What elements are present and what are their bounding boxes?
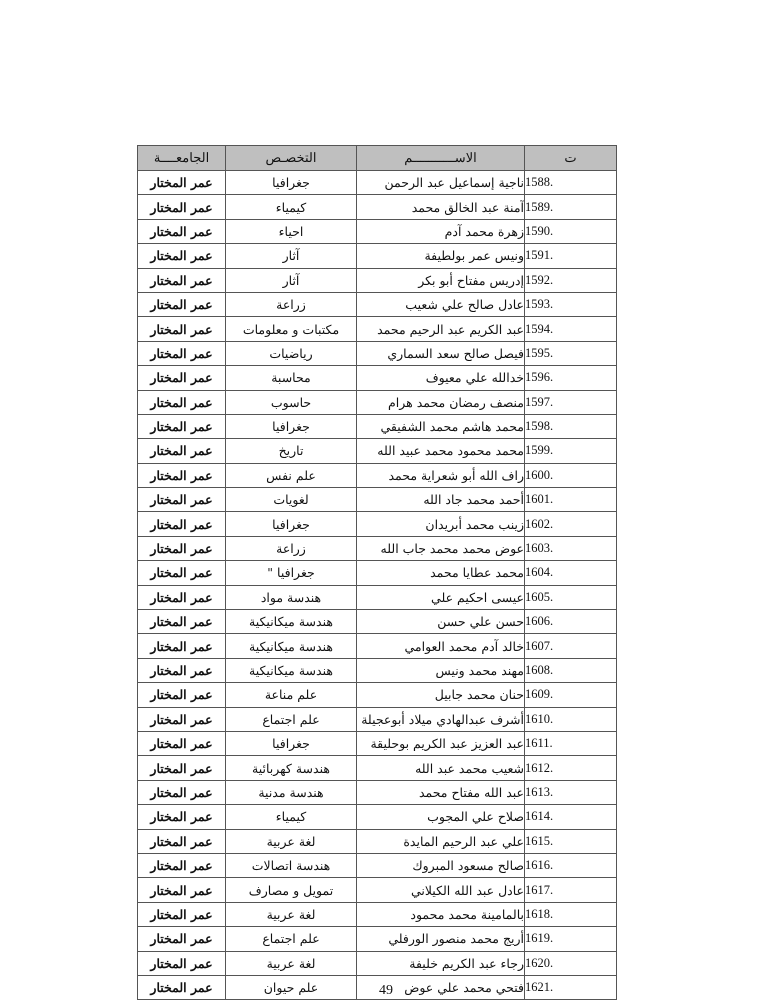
row-name: منصف رمضان محمد هرام (357, 390, 525, 414)
row-name: زينب محمد أبريدان (357, 512, 525, 536)
table-row (138, 610, 617, 634)
row-name: فيصل صالح سعد السماري (357, 341, 525, 365)
row-specialty: هندسة ميكانيكية (226, 610, 357, 634)
row-specialty: زراعة (226, 536, 357, 560)
row-specialty: مكتبات و معلومات (226, 317, 357, 341)
table-row (138, 707, 617, 731)
row-number: 1618. (525, 902, 617, 926)
row-name: حنان محمد جابيل (357, 683, 525, 707)
row-specialty: احياء (226, 219, 357, 243)
row-specialty: هندسة مواد (226, 585, 357, 609)
row-specialty: علم اجتماع (226, 707, 357, 731)
row-university: عمر المختار (138, 561, 226, 585)
table-row (138, 927, 617, 951)
row-university: عمر المختار (138, 341, 226, 365)
row-specialty: جغرافيا " (226, 561, 357, 585)
table-row (138, 366, 617, 390)
row-name: خالد آدم محمد العوامي (357, 634, 525, 658)
header-specialty: التخصـص (226, 146, 357, 171)
row-specialty: تمويل و مصارف (226, 878, 357, 902)
row-number: 1603. (525, 536, 617, 560)
row-name: عادل صالح علي شعيب (357, 292, 525, 316)
table-row (138, 390, 617, 414)
row-name: ونيس عمر بولطيفة (357, 244, 525, 268)
page-number: 49 (379, 983, 393, 998)
row-number: 1597. (525, 390, 617, 414)
row-university: عمر المختار (138, 805, 226, 829)
table-row (138, 317, 617, 341)
row-university: عمر المختار (138, 780, 226, 804)
row-name: خدالله علي معيوف (357, 366, 525, 390)
row-name: صالح مسعود المبروك (357, 853, 525, 877)
row-name: شعيب محمد عبد الله (357, 756, 525, 780)
table-row (138, 731, 617, 755)
table-row (138, 585, 617, 609)
row-university: عمر المختار (138, 439, 226, 463)
row-specialty: هندسة ميكانيكية (226, 658, 357, 682)
row-specialty: لغة عربية (226, 951, 357, 975)
table-row (138, 902, 617, 926)
row-university: عمر المختار (138, 634, 226, 658)
row-university: عمر المختار (138, 853, 226, 877)
row-specialty: هندسة كهربائية (226, 756, 357, 780)
row-specialty: جغرافيا (226, 731, 357, 755)
row-university: عمر المختار (138, 975, 226, 999)
row-name: محمد عطايا محمد (357, 561, 525, 585)
row-number: 1593. (525, 292, 617, 316)
table-row (138, 439, 617, 463)
row-specialty: جغرافيا (226, 512, 357, 536)
header-university: الجامعــــة (138, 146, 226, 171)
row-number: 1594. (525, 317, 617, 341)
row-number: 1604. (525, 561, 617, 585)
row-university: عمر المختار (138, 658, 226, 682)
row-university: عمر المختار (138, 317, 226, 341)
table-body (138, 171, 617, 1000)
row-number: 1596. (525, 366, 617, 390)
row-number: 1617. (525, 878, 617, 902)
row-university: عمر المختار (138, 756, 226, 780)
row-number: 1602. (525, 512, 617, 536)
row-name: راف الله أبو شعراية محمد (357, 463, 525, 487)
row-number: 1613. (525, 780, 617, 804)
header-row (138, 146, 617, 171)
row-name: عبد العزيز عبد الكريم بوحليقة (357, 731, 525, 755)
row-university: عمر المختار (138, 610, 226, 634)
row-number: 1606. (525, 610, 617, 634)
row-name: عبد الله مفتاح محمد (357, 780, 525, 804)
row-name: ناجية إسماعيل عبد الرحمن (357, 171, 525, 195)
row-university: عمر المختار (138, 585, 226, 609)
row-name: صلاح علي المجوب (357, 805, 525, 829)
row-name: أشرف عبدالهادي ميلاد أبوعجيلة (357, 707, 525, 731)
row-specialty: لغة عربية (226, 902, 357, 926)
table-row (138, 195, 617, 219)
row-university: عمر المختار (138, 268, 226, 292)
row-university: عمر المختار (138, 951, 226, 975)
row-university: عمر المختار (138, 927, 226, 951)
row-number: 1615. (525, 829, 617, 853)
row-number: 1590. (525, 219, 617, 243)
row-specialty: علم نفس (226, 463, 357, 487)
row-specialty: تاريخ (226, 439, 357, 463)
row-number: 1589. (525, 195, 617, 219)
table-row (138, 268, 617, 292)
table-row (138, 219, 617, 243)
row-name: علي عبد الرحيم المايدة (357, 829, 525, 853)
row-specialty: هندسة ميكانيكية (226, 634, 357, 658)
row-number: 1595. (525, 341, 617, 365)
row-number: 1592. (525, 268, 617, 292)
row-specialty: علم مناعة (226, 683, 357, 707)
row-university: عمر المختار (138, 878, 226, 902)
table-row (138, 463, 617, 487)
row-specialty: حاسوب (226, 390, 357, 414)
row-university: عمر المختار (138, 488, 226, 512)
table-row (138, 634, 617, 658)
row-specialty: علم اجتماع (226, 927, 357, 951)
table-row (138, 171, 617, 195)
row-specialty: لغويات (226, 488, 357, 512)
row-specialty: آثار (226, 244, 357, 268)
row-number: 1619. (525, 927, 617, 951)
row-university: عمر المختار (138, 195, 226, 219)
table-row (138, 756, 617, 780)
row-specialty: آثار (226, 268, 357, 292)
table-row (138, 414, 617, 438)
row-specialty: كيمياء (226, 195, 357, 219)
row-university: عمر المختار (138, 536, 226, 560)
table-row (138, 658, 617, 682)
row-number: 1607. (525, 634, 617, 658)
row-university: عمر المختار (138, 171, 226, 195)
row-university: عمر المختار (138, 292, 226, 316)
row-name: فتحي محمد علي عوض (357, 975, 525, 999)
row-specialty: محاسبة (226, 366, 357, 390)
table-row (138, 512, 617, 536)
header-name: الاســـــــــــم (357, 146, 525, 171)
row-number: 1614. (525, 805, 617, 829)
row-number: 1609. (525, 683, 617, 707)
row-number: 1599. (525, 439, 617, 463)
table-row (138, 244, 617, 268)
table-row (138, 829, 617, 853)
row-specialty: رياضيات (226, 341, 357, 365)
row-number: 1616. (525, 853, 617, 877)
table-row (138, 878, 617, 902)
row-university: عمر المختار (138, 731, 226, 755)
row-specialty: جغرافيا (226, 171, 357, 195)
header-number: ت (525, 146, 617, 171)
row-name: عيسى احكيم علي (357, 585, 525, 609)
table-row (138, 683, 617, 707)
row-name: محمد هاشم محمد الشفيقي (357, 414, 525, 438)
table-row (138, 536, 617, 560)
row-number: 1620. (525, 951, 617, 975)
row-university: عمر المختار (138, 707, 226, 731)
row-university: عمر المختار (138, 390, 226, 414)
row-number: 1591. (525, 244, 617, 268)
row-specialty: هندسة مدنية (226, 780, 357, 804)
row-university: عمر المختار (138, 366, 226, 390)
row-name: حسن علي حسن (357, 610, 525, 634)
table-row (138, 488, 617, 512)
row-university: عمر المختار (138, 219, 226, 243)
row-number: 1621. (525, 975, 617, 999)
table-row (138, 951, 617, 975)
row-name: محمد محمود محمد عبيد الله (357, 439, 525, 463)
row-number: 1605. (525, 585, 617, 609)
row-number: 1610. (525, 707, 617, 731)
row-name: عوض محمد محمد جاب الله (357, 536, 525, 560)
row-university: عمر المختار (138, 512, 226, 536)
row-specialty: لغة عربية (226, 829, 357, 853)
row-name: آمنة عبد الخالق محمد (357, 195, 525, 219)
row-name: عبد الكريم عبد الرحيم محمد (357, 317, 525, 341)
row-specialty: كيمياء (226, 805, 357, 829)
table-row (138, 561, 617, 585)
row-university: عمر المختار (138, 829, 226, 853)
row-number: 1601. (525, 488, 617, 512)
table-row (138, 292, 617, 316)
row-number: 1598. (525, 414, 617, 438)
row-name: أحمد محمد جاد الله (357, 488, 525, 512)
graduates-table (137, 145, 617, 1000)
row-name: أريج محمد منصور الورفلي (357, 927, 525, 951)
row-name: عادل عبد الله الكيلاني (357, 878, 525, 902)
row-specialty: جغرافيا (226, 414, 357, 438)
table-row (138, 341, 617, 365)
row-university: عمر المختار (138, 683, 226, 707)
row-name: إدريس مفتاح أبو بكر (357, 268, 525, 292)
table-row (138, 780, 617, 804)
table-row (138, 853, 617, 877)
row-number: 1611. (525, 731, 617, 755)
row-name: رجاء عبد الكريم خليفة (357, 951, 525, 975)
row-specialty: هندسة اتصالات (226, 853, 357, 877)
row-university: عمر المختار (138, 244, 226, 268)
row-name: مهند محمد ونيس (357, 658, 525, 682)
row-number: 1600. (525, 463, 617, 487)
row-university: عمر المختار (138, 463, 226, 487)
row-number: 1608. (525, 658, 617, 682)
table-header (138, 146, 617, 171)
row-university: عمر المختار (138, 902, 226, 926)
row-number: 1588. (525, 171, 617, 195)
row-university: عمر المختار (138, 414, 226, 438)
row-specialty: علم حيوان (226, 975, 357, 999)
row-name: زهرة محمد آدم (357, 219, 525, 243)
row-name: بالمامينة محمد محمود (357, 902, 525, 926)
row-specialty: زراعة (226, 292, 357, 316)
table-row (138, 805, 617, 829)
row-number: 1612. (525, 756, 617, 780)
